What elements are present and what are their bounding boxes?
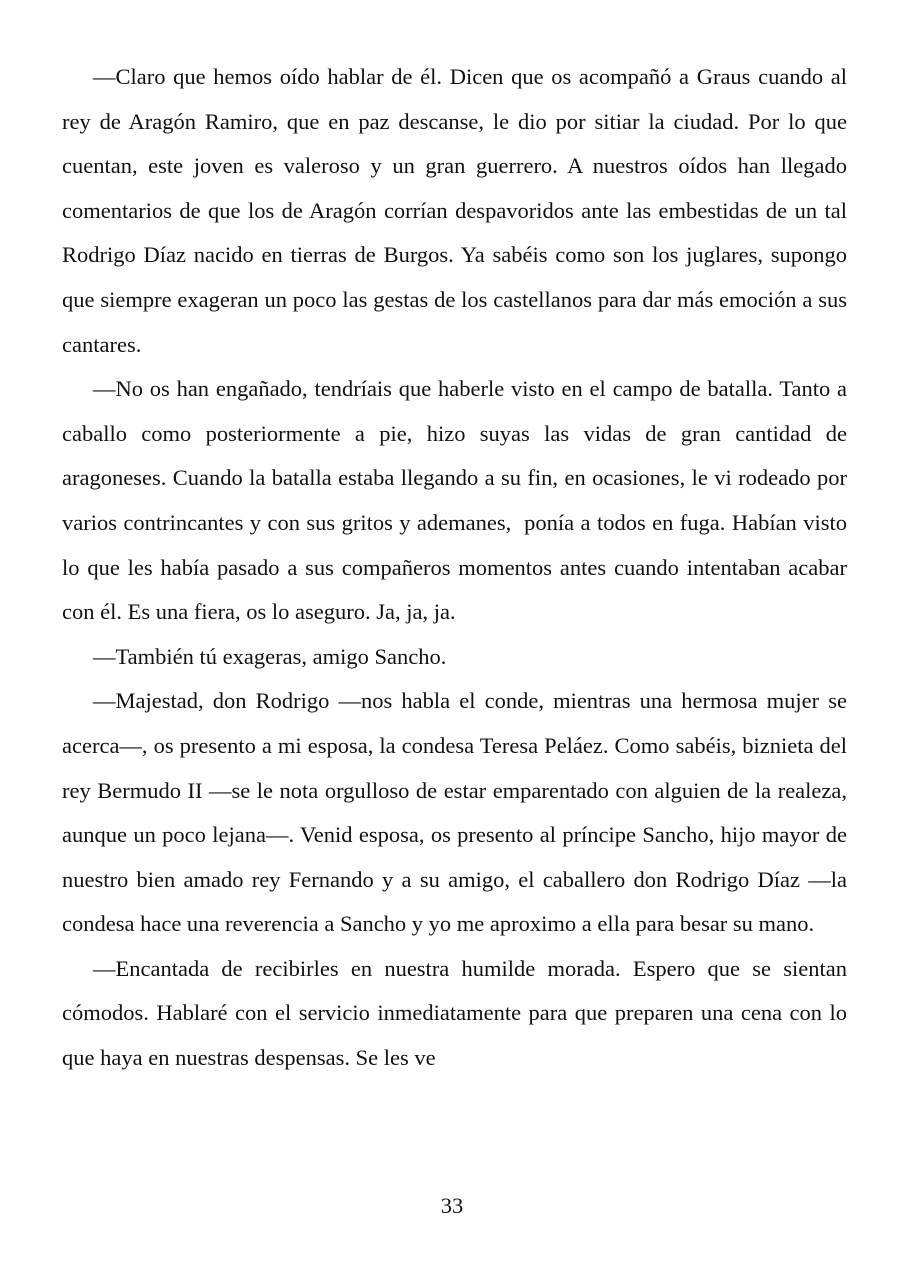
body-text bbox=[62, 55, 853, 1081]
paragraph-4: —Majestad, don Rodrigo —nos habla el conde, mientras una hermosa mujer se acerca—, os presento a mi esposa, la condesa Teresa Peláez. Como sabéis, biznieta del rey Bermudo II —se le nota orgulloso de estar emparentado con alguien de la realeza, aunque un poco lejana—. Venid esposa, os presento al príncipe Sancho, hijo mayor de nuestro bien amado rey Fernando y a su amigo, el caballero don Rodrigo Díaz —la condesa hace una reverencia a Sancho y yo me aproximo a ella para besar su mano. bbox=[62, 688, 853, 937]
paragraph-3: —También tú exageras, amigo Sancho. bbox=[93, 643, 447, 669]
paragraph-5: —Encantada de recibirles en nuestra humilde morada. Espero que se sientan cómodos. Hablaré con el servicio inmediatamente para que preparen una cena con lo que haya en nuestras despensas. Se les ve bbox=[62, 955, 853, 1071]
paragraph-1: —Claro que hemos oído hablar de él. Dicen que os acompañó a Graus cuando al rey de Aragón Ramiro, que en paz descanse, le dio por sitiar la ciudad. Por lo que cuentan, este joven es valeroso y un gran guerrero. A nuestros oídos han llegado comentarios de que los de Aragón corrían despavoridos ante las embestidas de un tal Rodrigo Díaz nacido en tierras de Burgos. Ya sabéis como son los juglares, supongo que siempre exageran un poco las gestas de los castellanos para dar más emoción a sus cantares. bbox=[62, 64, 853, 357]
page-number: 33 bbox=[440, 1193, 464, 1218]
paragraph-2: —No os han engañado, tendríais que haberle visto en el campo de batalla. Tanto a caballo como posteriormente a pie, hizo suyas las vidas de gran cantidad de aragoneses. Cuando la batalla estaba llegando a su fin, en ocasiones, le vi rodeado por varios contrincantes y con sus gritos y ademanes, ponía a todos en fuga. Habían visto lo que les había pasado a sus compañeros momentos antes cuando intentaban acabar con él. Es una fiera, os lo aseguro. Ja, ja, ja. bbox=[62, 376, 853, 625]
